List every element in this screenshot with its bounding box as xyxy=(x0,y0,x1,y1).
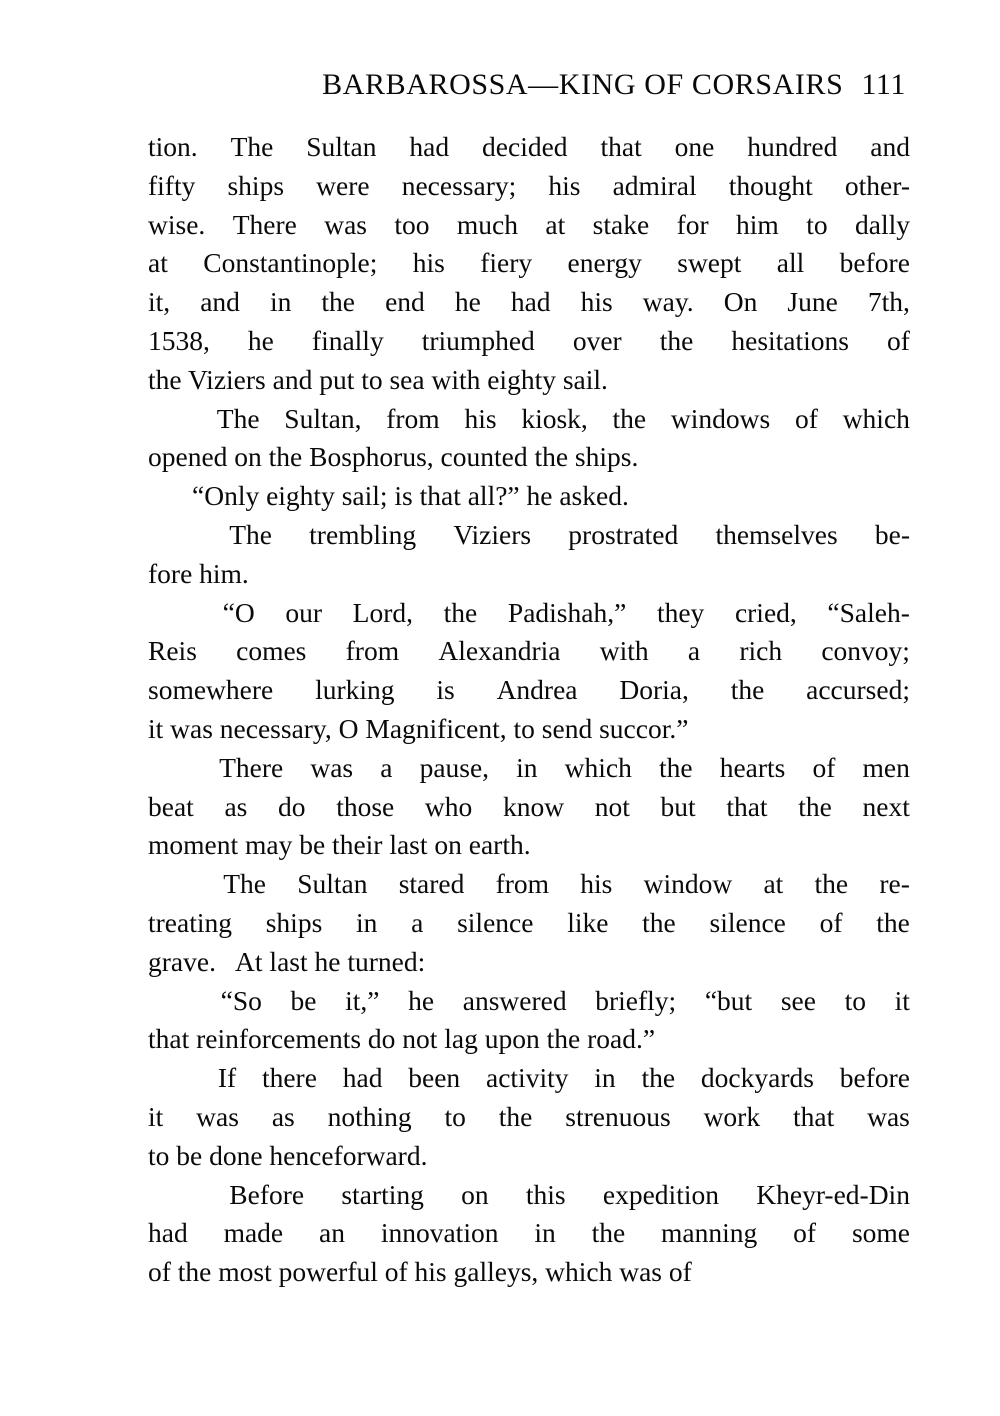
text-line: to be done henceforward. xyxy=(148,1139,428,1171)
text-line: it was as nothing to the strenuous work that was xyxy=(148,1100,910,1132)
text-line: at Constantinople; his fiery energy swept all before xyxy=(148,247,910,279)
paragraph xyxy=(148,865,910,981)
text-line: treating ships in a silence like the silence of the xyxy=(148,906,910,938)
paragraph xyxy=(148,982,910,1060)
paragraph xyxy=(148,1176,910,1292)
text-line: The trembling Viziers prostrated themselves be- xyxy=(229,518,910,550)
text-line: There was a pause, in which the hearts of men xyxy=(219,751,910,783)
text-line: If there had been activity in the dockyards before xyxy=(217,1062,910,1094)
text-line: beat as do those who know not but that the next xyxy=(148,790,910,822)
running-head-title: BARBAROSSA—KING OF CORSAIRS xyxy=(322,68,844,101)
text-line: tion. The Sultan had decided that one hundred and xyxy=(148,131,910,162)
text-line: of the most powerful of his galleys, which was of xyxy=(148,1256,692,1288)
text-line: 1538, he finally triumphed over the hesitations of xyxy=(148,324,910,356)
running-head xyxy=(148,68,910,102)
text-line: fifty ships were necessary; his admiral thought other- xyxy=(148,169,910,201)
text-line: “So be it,” he answered briefly; “but see to it xyxy=(220,984,910,1016)
paragraph xyxy=(148,594,910,749)
paragraph xyxy=(148,400,910,478)
text-line: that reinforcements do not lag upon the road.” xyxy=(148,1023,656,1055)
paragraph xyxy=(148,128,910,400)
text-line: Reis comes from Alexandria with a rich convoy; xyxy=(148,635,910,667)
text-line: it, and in the end he had his way. On June 7th, xyxy=(148,286,910,318)
text-line: The Sultan, from his kiosk, the windows of which xyxy=(216,402,910,434)
page-number: 111 xyxy=(861,68,906,101)
page-body-text xyxy=(148,128,910,1292)
text-line: fore him. xyxy=(148,557,249,589)
text-line: Before starting on this expedition Kheyr-ed-Din xyxy=(229,1178,910,1210)
paragraph xyxy=(148,516,910,594)
text-line: it was necessary, O Magnificent, to send succor.” xyxy=(148,712,689,744)
paragraph xyxy=(148,749,910,865)
text-line: wise. There was too much at stake for him to dally xyxy=(148,208,910,240)
text-line: grave. At last he turned: xyxy=(148,945,426,977)
text-line: The Sultan stared from his window at the re- xyxy=(223,868,910,900)
paragraph xyxy=(148,477,910,516)
text-line: “O our Lord, the Padishah,” they cried, “Saleh- xyxy=(222,596,910,628)
text-line: opened on the Bosphorus, counted the ships. xyxy=(148,441,639,473)
text-line: moment may be their last on earth. xyxy=(148,829,531,861)
text-line: had made an innovation in the manning of some xyxy=(148,1217,910,1249)
paragraph xyxy=(148,1059,910,1175)
text-line: “Only eighty sail; is that all?” he asked. xyxy=(192,480,629,512)
text-line: the Viziers and put to sea with eighty sail. xyxy=(148,363,608,395)
text-line: somewhere lurking is Andrea Doria, the accursed; xyxy=(148,674,910,706)
